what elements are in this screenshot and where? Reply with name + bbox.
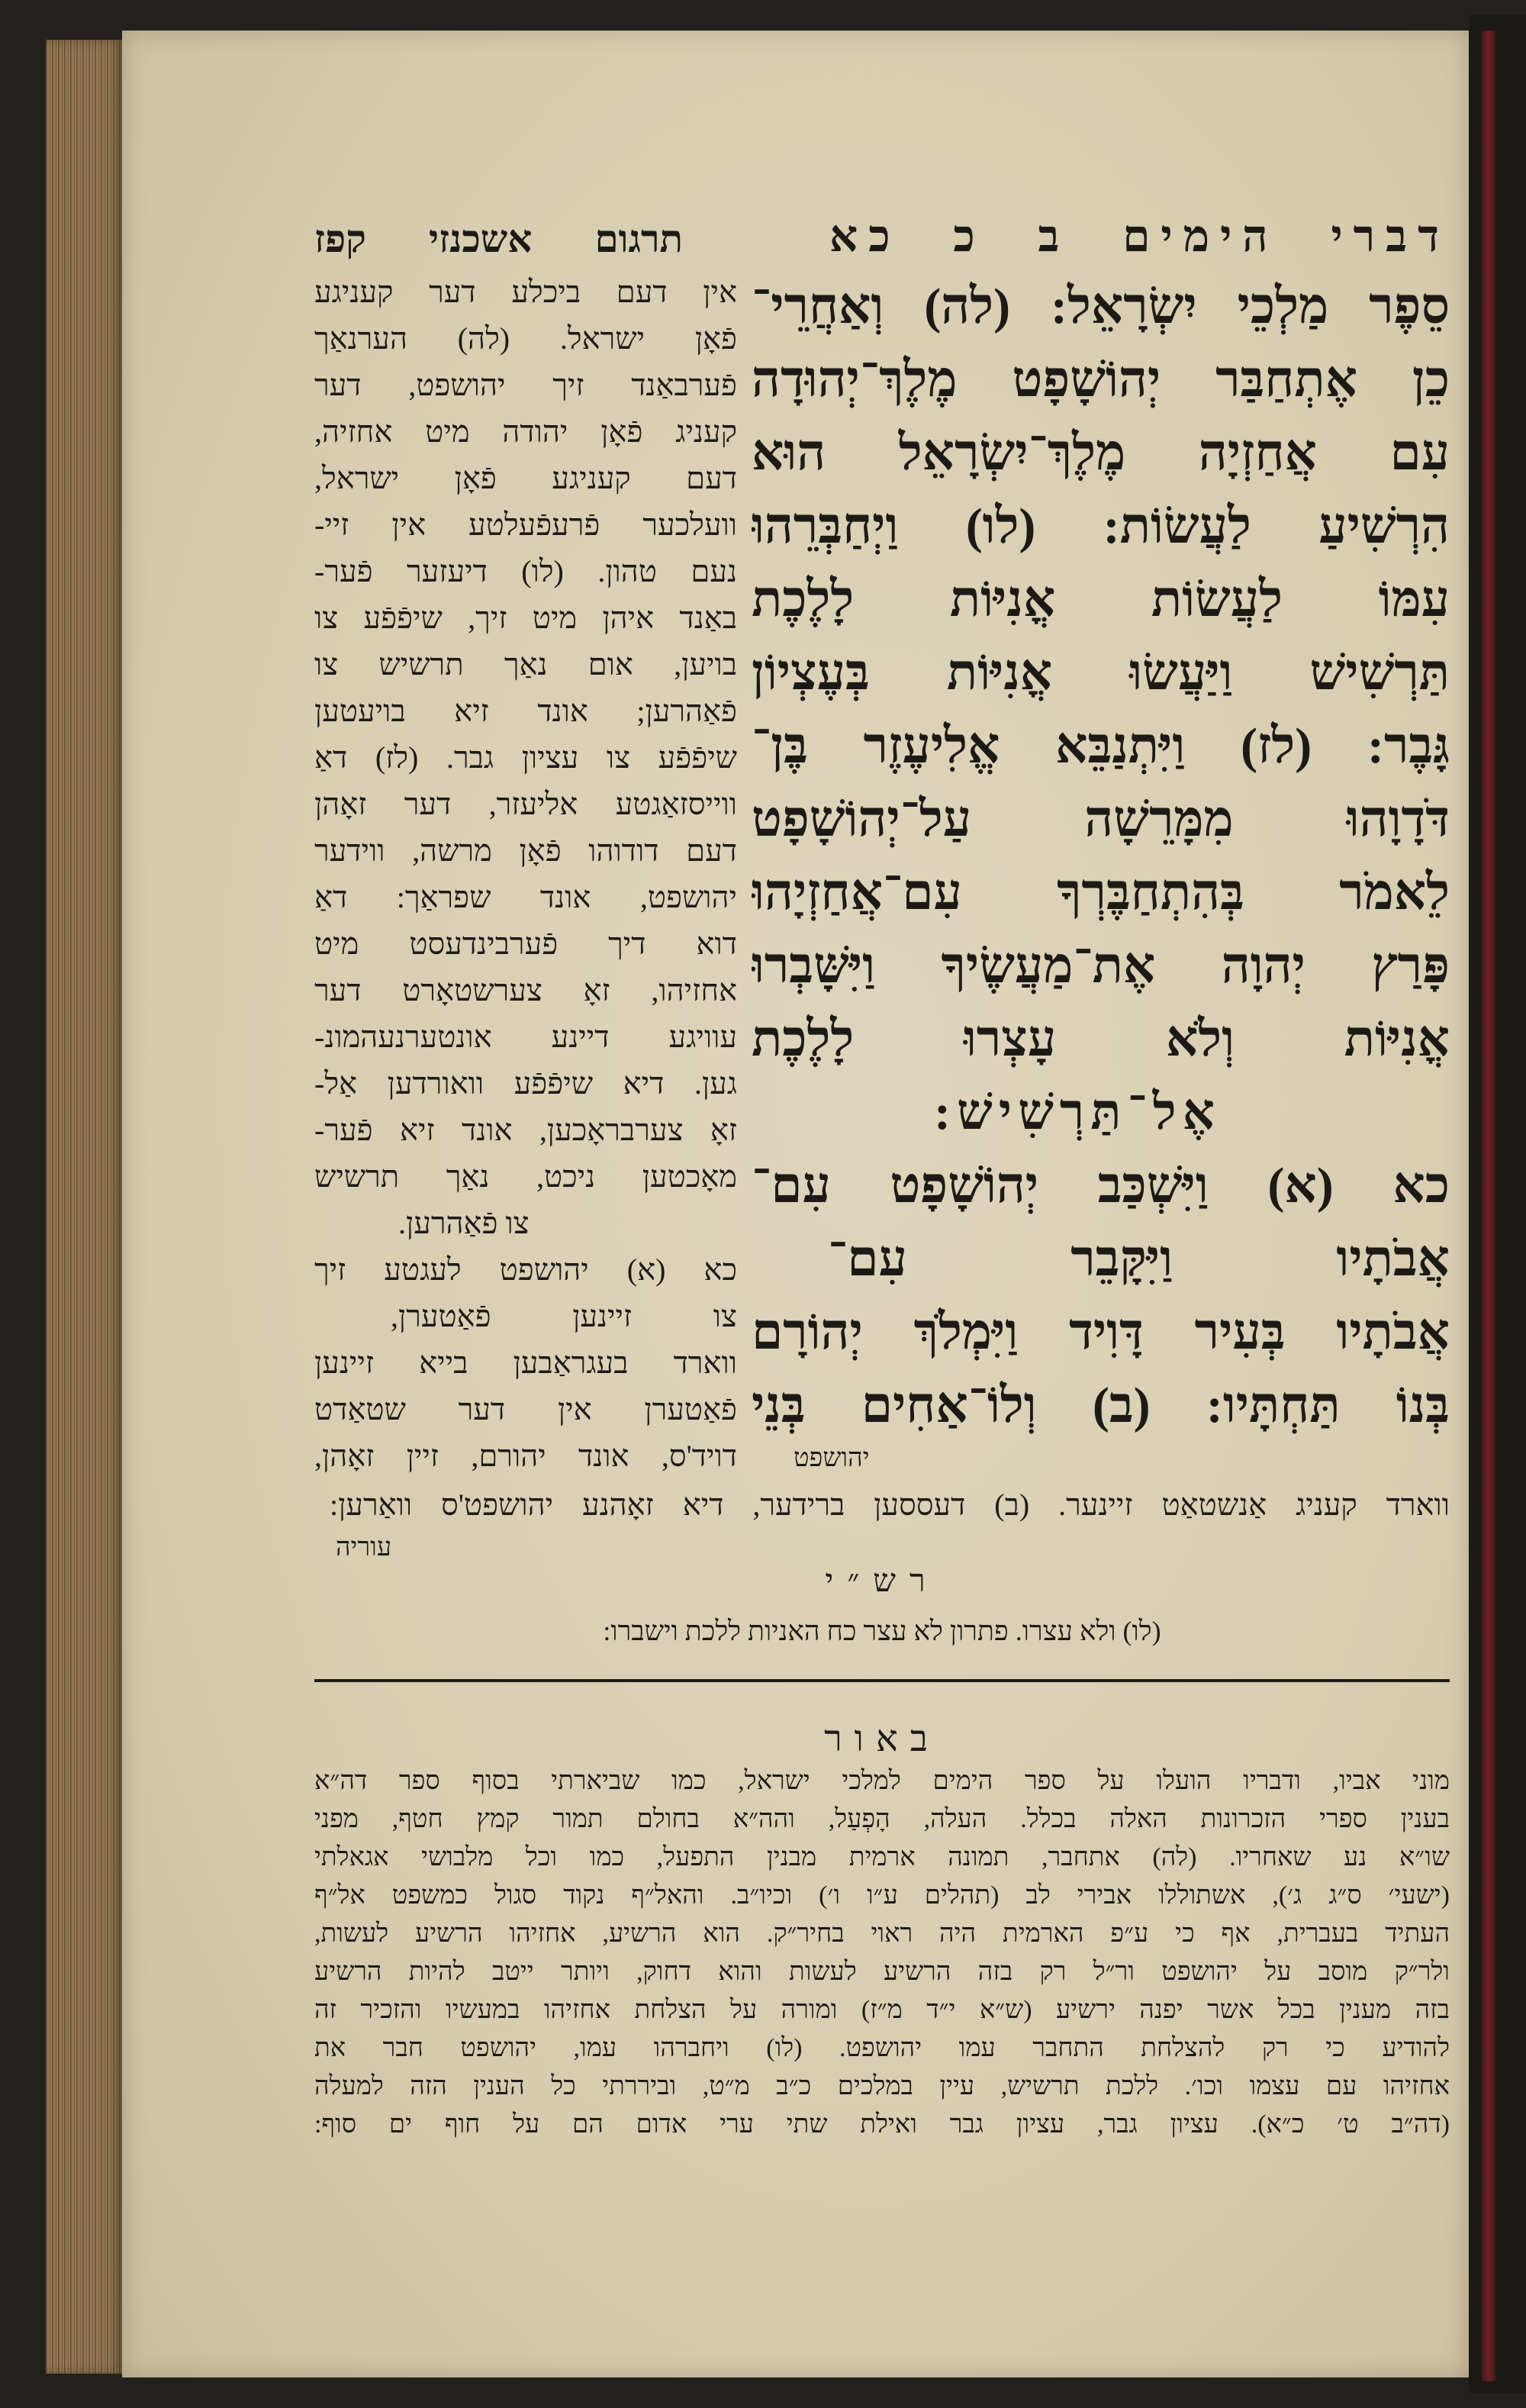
translation-line: פֿאַהרען; אונד זיא בויעטען	[314, 694, 737, 728]
biur-line: להודיע כי רק להצלחת התחבר עמו יהושפט. (לו) ויחברהו עמו, יהושפט חבר את	[314, 2034, 1450, 2062]
biur-line: בענין ספרי הזכרונות האלה בכלל. העלה, הָפְעַל, והה״א בחולם תמור קמץ חטף, מפני	[314, 1805, 1450, 1833]
translation-line: אחזיהו, זאָ צערשטאָרט דער	[314, 973, 737, 1007]
translation-line: זאָ צערבראָכען, אונד זיא פֿער-	[314, 1113, 737, 1147]
translation-line: אין דעם ביכלע דער קעניגע	[314, 275, 737, 309]
translation-line: צו פֿאַהרען.	[398, 1206, 530, 1240]
main-text-line: כא (א) וַיִּשְׁכַּב יְהוֹשָׁפָט עִם־	[752, 1158, 1450, 1214]
main-text-line: הִרְשִׁיעַ לַעֲשׂוֹת: (לו) וַיְחַבְּרֵהוּ	[752, 498, 1450, 554]
main-text-line: אֶל־תַּרְשִׁישׁ:	[934, 1085, 1221, 1140]
biur-line: (ישעי׳ ס״ג ג׳), אשתוללו אבירי לב (תהלים ע״ו ו׳) וכיו״ב. והאל״ף נקוד סגול כמשפט אל״ף	[314, 1881, 1450, 1910]
translation-line: פֿערבאַנד זיך יהושפט, דער	[314, 368, 737, 402]
biur-line: העתיד בעברית, אף כי ע״פ הארמית היה ראוי בחיר״ק. הוא הרשיע, אחזיהו הרשיע לעשות,	[314, 1920, 1450, 1948]
translation-line: קעניג פֿאָן יהודה מיט אחזיה,	[314, 414, 737, 449]
main-text-line: עִמּוֹ לַעֲשׂוֹת אֳנִיּוֹת לָלֶכֶת	[752, 572, 1450, 627]
translation-continuation-line: ווארד קעניג אַנשטאַט זיינער. (ב) דעססען ברידער, דיא זאָהנע יהושפט'ס וואַרען:	[330, 1488, 1450, 1522]
main-text-line: לֵאמֹר בְּהִתְחַבֶּרְךָ עִם־אֲחַזְיָהוּ	[752, 865, 1450, 920]
biur-line: שו״א נע שאחריו. (לה) אתחבר, תמונה ארמית מבנין התפעל, כמו וכל מלבושי אגאלתי	[314, 1843, 1450, 1871]
main-text-line: פָּרַץ יְהוָה אֶת־מַעֲשֶׂיךָ וַיִּשָּׁבְרוּ	[752, 938, 1450, 994]
rashi-text: (לו) ולא עצרו. פתרון לא עצר כח האניות ללכת וישברו:	[603, 1616, 1161, 1646]
main-text-column	[752, 270, 1450, 1443]
translation-line: דעם דודוהו פֿאָן מרשה, ווידער	[314, 833, 737, 868]
translation-line: גען. דיא שיפֿפֿע וואורדען אַל-	[314, 1066, 737, 1101]
biur-line: מוני אביו, ודבריו הועלו על ספר הימים למלכי ישראל, כמו שביארתי בסוף ספר דה״א	[314, 1767, 1450, 1795]
rashi-title: רש״י	[825, 1564, 939, 1599]
translation-catchword: עוריה	[336, 1533, 392, 1562]
translation-line: פֿאָן ישראל. (לה) הערנאַך	[314, 321, 737, 356]
biur-line: (דה״ב ט׳ כ״א). עציון גבר, עציון גבר ואילת שתי ערי אדום הם על חוף ים סוף:	[314, 2110, 1450, 2139]
main-text-line: כֵן אֶתְחַבַּר יְהוֹשָׁפָט מֶלֶךְ־יְהוּדָה	[752, 352, 1450, 408]
translation-line: שיפֿפֿע צו עציון גבר. (לז) דאַ	[314, 740, 737, 775]
main-text-line: תַּרְשִׁישׁ וַיַּעֲשׂוּ אֳנִיּוֹת בְּעֶצְיוֹן	[752, 645, 1450, 701]
main-text-line: סֵפֶר מַלְכֵי יִשְׂרָאֵל: (לה) וְאַחֲרֵי־	[752, 279, 1450, 334]
running-head-book-title: דברי הימים ב כ כא	[829, 211, 1450, 261]
translation-line: ווייסזאַגטע אליעזר, דער זאָהן	[314, 787, 737, 821]
biur-line: אחזיהו עם עצמו וכו׳. ללכת תרשיש, עיין במלכים כ״ב מ״ט, וביררתי כל הענין הזה למעלה	[314, 2072, 1450, 2100]
main-text-line: אֲבֹתָיו וַיִּקָּבֵר עִם־	[828, 1231, 1450, 1287]
translation-line: צו זיינען פֿאַטערן,	[391, 1299, 737, 1333]
main-text-line: דֹּדָוָהוּ מִמָּרֵשָׁה עַל־יְהוֹשָׁפָט	[752, 791, 1450, 847]
translation-line: ווארד בעגראַבען בייא זיינען	[314, 1346, 737, 1380]
main-text-line: עִם אֲחַזְיָה מֶלֶךְ־יִשְׂרָאֵל הוּא	[752, 425, 1450, 481]
book-fore-edge	[46, 40, 125, 2374]
biur-line: ולר״ק מוסב על יהושפט ור״ל רק בזה הרשיע לעשות והוא דחוק, ויותר ייטב להיות הרשיע	[314, 1958, 1450, 1986]
divider-rule	[314, 1679, 1450, 1682]
biur-line: בזה מענין בכל אשר יפנה ירשיע (ש״א י״ד מ״ז) ומורה על הצלחת אחזיהו במעשיו והזכיר זה	[314, 1996, 1450, 2024]
main-text-catchword: יהושפט	[794, 1444, 870, 1472]
translation-line: דוא דיך פֿערבינדעסט מיט	[314, 927, 737, 961]
translation-line: יהושפט, אונד שפראַך: דאַ	[314, 880, 737, 914]
translation-line: כא (א) יהושפט לעגטע זיך	[314, 1252, 737, 1287]
translation-line: עוויגע דיינע אונטערנעהמונ-	[314, 1020, 737, 1054]
biur-commentary	[314, 1762, 1450, 2144]
translation-line: וועלכער פֿרעפֿעלטע אין זיי-	[314, 508, 737, 542]
translation-line: דעם קעניגע פֿאָן ישראל,	[314, 461, 737, 495]
main-text-line: גָּבֶר: (לז) וַיִּתְנַבֵּא אֱלִיעֶזֶר בֶּן־	[752, 718, 1450, 774]
translation-line: נעם טהון. (לו) דיעזער פֿער-	[314, 554, 737, 588]
translation-line: באַנד איהן מיט זיך, שיפֿפֿע צו	[314, 601, 737, 635]
main-text-line: בְּנוֹ תַּחְתָּיו: (ב) וְלוֹ־אַחִים בְּנֵי	[752, 1378, 1450, 1433]
translation-line: פֿאַטערן אין דער שטאַדט	[314, 1392, 737, 1426]
main-text-line: אֳנִיּוֹת וְלֹא עָצְרוּ לָלֶכֶת	[752, 1011, 1450, 1067]
translation-line: דויד'ס, אונד יהורם, זיין זאָהן,	[314, 1439, 737, 1473]
binding-red-edge	[1482, 31, 1495, 2381]
biur-title: באור	[824, 1719, 940, 1759]
binding-shadow	[1469, 15, 1526, 2393]
translation-line: מאָכטען ניכט, נאַך תרשיש	[314, 1159, 737, 1194]
running-head-translation-page-number: תרגום אשכנזי קפז	[314, 218, 683, 260]
main-text-line: אֲבֹתָיו בְּעִיר דָּוִיד וַיִּמְלֹךְ יְהוֹרָם	[752, 1304, 1450, 1360]
translation-column	[314, 269, 737, 1479]
translation-line: בויען, אום נאַך תרשיש צו	[314, 647, 737, 682]
